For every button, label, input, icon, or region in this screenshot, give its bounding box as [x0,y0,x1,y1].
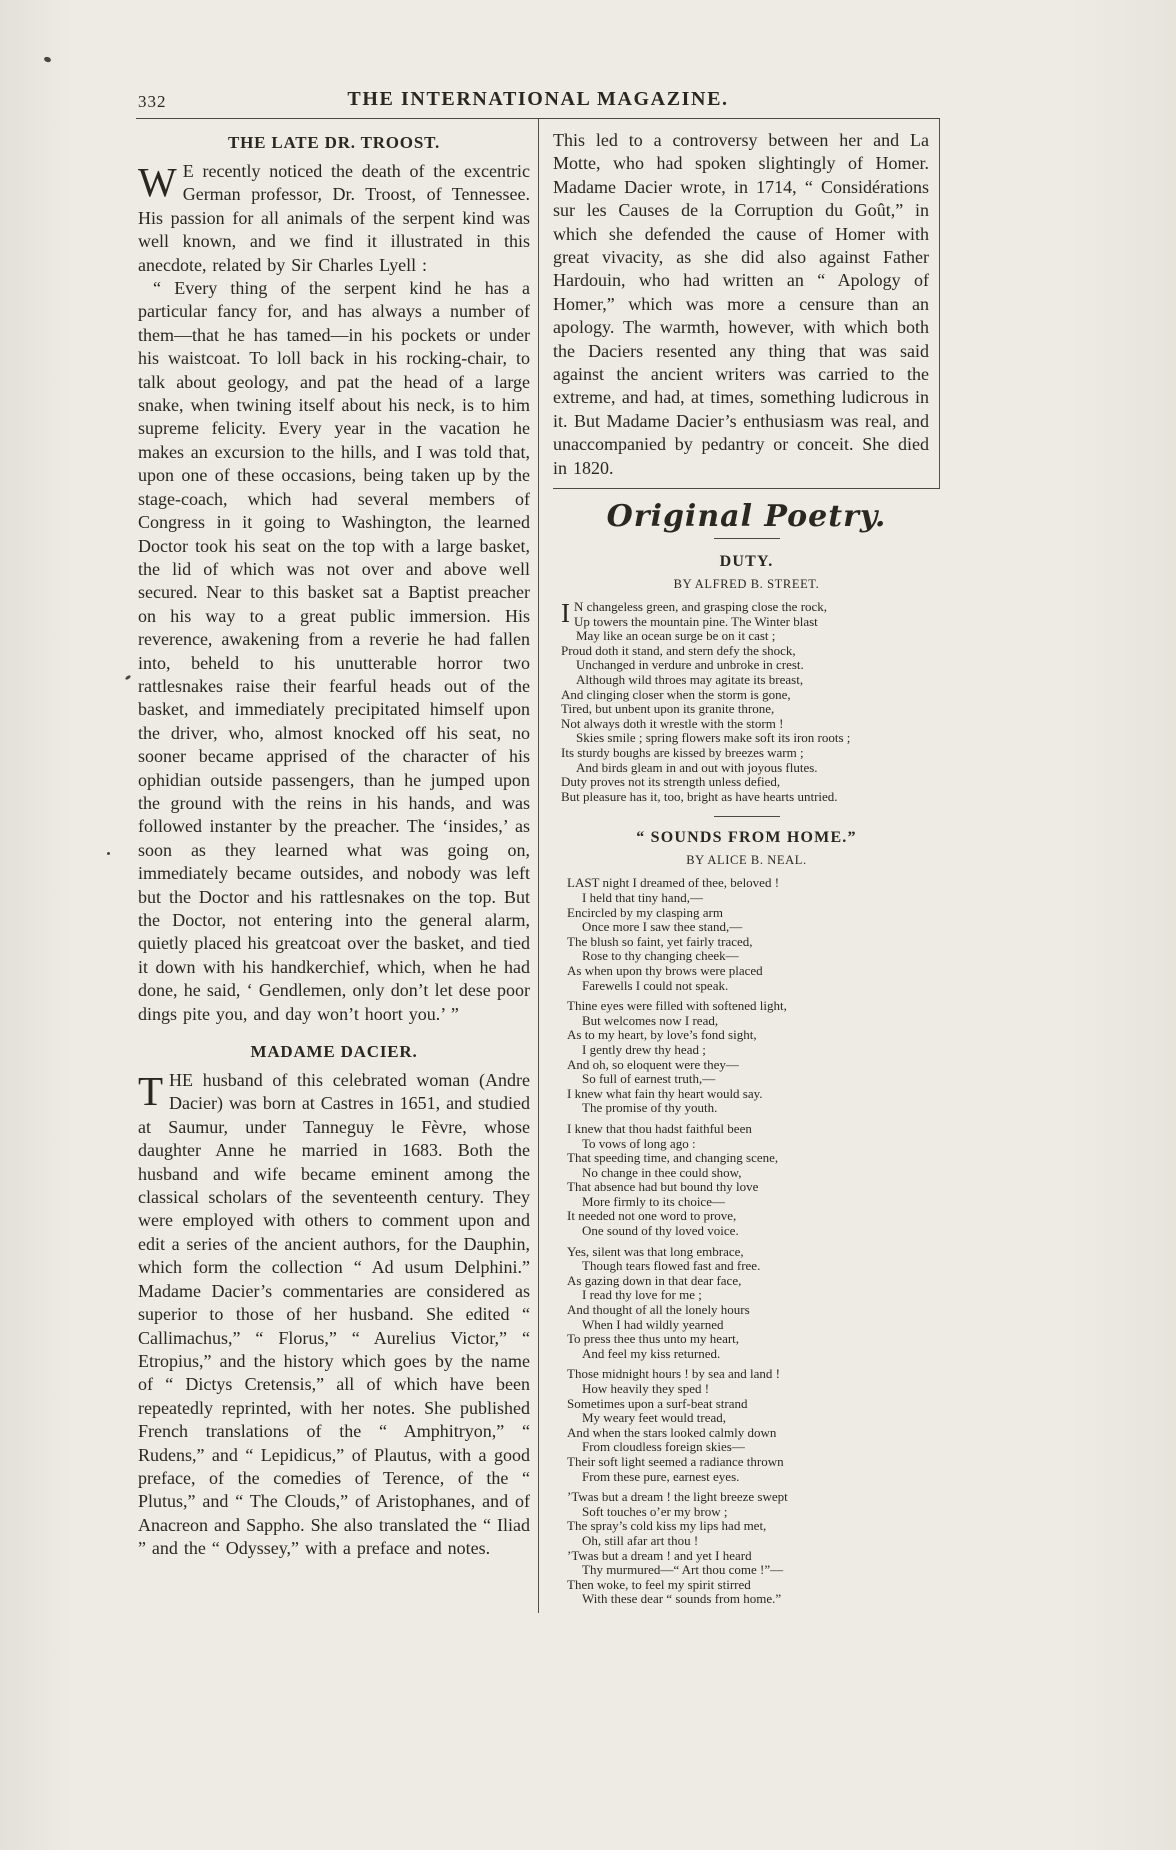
poem-stanza [567,1490,940,1607]
section-divider-rule [553,488,940,489]
running-head [136,86,940,118]
poem-line: And clinging closer when the storm is gone, [561,686,791,702]
poem-line: Oh, still afar art thou ! [582,1532,699,1548]
scan-speck [125,675,132,681]
poem-body-duty [553,600,940,804]
poem-line: Encircled by my clasping arm [567,904,723,920]
poem-line: Thy murmured—“ Art thou come !”— [582,1562,784,1578]
poetry-section [553,499,940,1607]
poem-sounds-from-home [553,829,940,1607]
poem-line: So full of earnest truth,— [582,1071,716,1087]
poem-line: That absence had but bound thy love [567,1179,759,1195]
poem-line: Although wild throes may agitate its breast, [576,672,804,688]
poem-line: Thine eyes were filled with softened light, [567,998,787,1014]
poem-line: The spray’s cold kiss my lips had met, [567,1518,767,1534]
poem-stanza [567,1245,940,1362]
ornament-rule [714,538,780,539]
poem-line: ’Twas but a dream ! and yet I heard [567,1547,752,1563]
poem-title-duty: DUTY. [719,553,774,571]
scan-speck [107,852,110,855]
poem-line: To vows of long ago : [582,1135,696,1151]
two-column-layout [136,119,940,1613]
poem-line: More firmly to its choice— [582,1193,725,1209]
poem-line: Not always doth it wrestle with the storm ! [561,715,784,731]
poem-line: From cloudless foreign skies— [582,1439,745,1455]
poem-line: Proud doth it stand, and stern defy the shock, [561,642,796,658]
poem-line: With these dear “ sounds from home.” [582,1591,782,1607]
poem-byline-duty: BY ALFRED B. STREET. [673,577,820,592]
page-number: 332 [138,92,167,111]
poem-line: When I had wildly yearned [582,1316,724,1332]
article-title-dacier: MADAME DACIER. [250,1042,418,1062]
poem-line: May like an ocean surge be on it cast ; [576,628,776,644]
poem-line: But pleasure has it, too, bright as have hearts untried. [561,788,838,804]
poem-line: And oh, so eloquent were they— [567,1056,739,1072]
poem-line: Their soft light seemed a radiance thrown [567,1453,784,1469]
poem-line: And thought of all the lonely hours [567,1302,750,1318]
magazine-title: THE INTERNATIONAL MAGAZINE. [347,88,729,110]
poem-line: It needed not one word to prove, [567,1208,737,1224]
poem-stanza [567,999,940,1116]
poem-line: Farewells I could not speak. [582,977,729,993]
left-column [136,119,538,1613]
poem-line: LAST night I dreamed of thee, beloved ! [567,875,780,891]
poem-line: Sometimes upon a surf-beat strand [567,1395,748,1411]
poem-line: I gently drew thy head ; [582,1041,706,1057]
poem-body-sounds [553,876,940,1607]
poem-line: As gazing down in that dear face, [567,1272,742,1288]
poem-line: I knew that thou hadst faithful been [567,1120,752,1136]
poem-byline-sounds: BY ALICE B. NEAL. [686,853,807,868]
article-troost [138,133,530,1026]
poem-line: Soft touches o’er my brow ; [582,1503,728,1519]
poem-line: And feel my kiss returned. [582,1345,721,1361]
scan-speck [43,56,51,63]
poem-line: And birds gleam in and out with joyous flutes. [576,759,818,775]
paragraph-dacier-body [138,1069,530,1561]
paragraph-dacier-continuation: This led to a controversy between her and La Motte, who had spoken slightingly of Homer. Madame Dacier wrote, in 1714, “ Considérations sur les Causes de la Corruption du Goût,” in which she defended the cause of Homer with great vivacity, as she did also against Father Hardouin, who had written an “ Apology of Homer,” which was more a censure than an apology. The warmth, however, with which both the Daciers resented any thing that was said against the ancient writers was carried to the extreme, and had, at times, something ludicrous in it. But Madame Dacier’s enthusiasm was real, and unaccompanied by pedantry or conceit. She died in 1820. [553,130,929,478]
paragraph-troost-opening [138,160,530,277]
article-title-troost: THE LATE DR. TROOST. [227,133,441,152]
poem-stanza [567,1367,940,1484]
poem-line: As when upon thy brows were placed [567,962,763,978]
article-dacier [138,1042,530,1561]
poem-line: One sound of thy loved voice. [582,1223,739,1239]
poem-line: Unchanged in verdure and unbroke in crest. [576,657,804,673]
poem-stanza [567,1122,940,1239]
section-heading-original-poetry: Original Poetry. [606,499,887,535]
page-content [136,86,940,1613]
poem-line: I knew what fain thy heart would say. [567,1085,763,1101]
paragraph-text: HE husband of this celebrated woman (Andre Dacier) was born at Castres in 1651, and studied at Saumur, under Tanneguy le Fèvre, whose daughter Anne he married in 1683. Both the husband and wife became eminent among the classical scholars of the seventeenth century. They were employed with others to comment upon and edit a series of the ancient authors, for the Dauphin, which form the collection “ Ad usum Delphini.” Madame Dacier’s commentaries are considered as superior to those of her husband. She edited “ Callimachus,” “ Florus,” “ Aurelius Victor,” “ Etropius,” and the history which goes by the name of “ Dictys Cretensis,” all of which have been repeatedly reprinted, with her notes. She published French translations of the “ Amphitryon,” “ Rudens,” and “ Lepidicus,” of Plautus, with a good preface, of the comedies of Terence, of the “ Plutus,” and “ The Clouds,” of Aristophanes, and of Anacreon and Sappho. She also translated the “ Iliad ” and the “ Odyssey,” with a preface and notes. [138,1070,530,1559]
right-column [538,119,940,1613]
poem-title-sounds: “ SOUNDS FROM HOME.” [636,829,857,847]
poem-line: No change in thee could show, [582,1164,742,1180]
poem-line: Its sturdy boughs are kissed by breezes warm ; [561,745,804,761]
poem-line: As to my heart, by love’s fond sight, [567,1027,757,1043]
dacier-continuation-block [553,119,940,488]
poem-line: Though tears flowed fast and free. [582,1258,761,1274]
poem-line: The promise of thy youth. [582,1100,718,1116]
poem-line: Those midnight hours ! by sea and land ! [567,1366,781,1382]
poem-line: Skies smile ; spring flowers make soft its iron roots ; [576,730,851,746]
poem-line: Up towers the mountain pine. The Winter blast [574,613,818,629]
poem-line: Then woke, to feel my spirit stirred [567,1576,751,1592]
poem-line: I held that tiny hand,— [582,890,703,905]
poem-line: ’Twas but a dream ! the light breeze swept [567,1489,788,1505]
paragraph-text: E recently noticed the death of the excentric German professor, Dr. Troost, of Tennessee. His passion for all animals of the serpent kind was well known, and we find it illustrated in this anecdote, related by Sir Charles Lyell : [138,161,530,275]
drop-cap: I [561,598,570,629]
poem-line: My weary feet would tread, [582,1410,727,1426]
drop-cap: T [138,1068,164,1115]
poem-line: N changeless green, and grasping close the rock, [574,599,828,615]
poem-line: To press thee thus unto my heart, [567,1331,740,1347]
poem-line: Tired, but unbent upon its granite throne, [561,701,775,717]
poem-line: Rose to thy changing cheek— [582,948,739,964]
poem-line: That speeding time, and changing scene, [567,1150,779,1166]
poem-line: I read thy love for me ; [582,1287,702,1303]
ornament-rule [714,816,780,817]
poem-duty [553,553,940,804]
poem-line: But welcomes now I read, [582,1012,719,1028]
poem-line: The blush so faint, yet fairly traced, [567,933,753,949]
drop-cap: W [138,159,177,205]
poem-line: And when the stars looked calmly down [567,1424,777,1440]
poem-line: Duty proves not its strength unless defied, [561,774,781,790]
paragraph-troost-anecdote: “ Every thing of the serpent kind he has a particular fancy for, and has always a number of them—that he has tamed—in his pockets or under his waistcoat. To loll back in his rocking-chair, to talk about geology, and pat the head of a large snake, when twining itself about his neck, is to him supreme felicity. Every year in the vacation he makes an excursion to the hills, and I was told that, upon one of these occasions, being taken up by the stage-coach, which had several members of Congress in it going to Washington, the learned Doctor took his seat on the top with a large basket, the lid of which was not over and above well secured. Near to this basket sat a Baptist preacher on his way to a great public immersion. His reverence, awakening from a reverie he had fallen into, beheld to his unutterable horror two rattlesnakes raise their fearful heads out of the basket, and immediately precipitated himself upon the driver, who, almost knocked off his seat, no sooner became apprised of the character of his ophidian outside passengers, than he jumped upon the ground with the reins in his hands, and was followed instanter by the preacher. The ‘insides,’ as soon as they learned what was going on, immediately became outsides, and nobody was left but the Doctor and his rattlesnakes on the top. But the Doctor, not entering into the general alarm, quietly placed his greatcoat over the basket, and tied it down with his handkerchief, which, when he had done, he said, ‘ Gendlemen, only don’t let dese poor dings pite you, and day won’t hoort you.’ ” [138,278,530,1024]
poem-line: How heavily they sped ! [582,1381,710,1396]
poem-line: Once more I saw thee stand,— [582,919,743,935]
poem-stanza [567,876,940,993]
poem-line: Yes, silent was that long embrace, [567,1243,744,1259]
poem-line: From these pure, earnest eyes. [582,1468,740,1484]
